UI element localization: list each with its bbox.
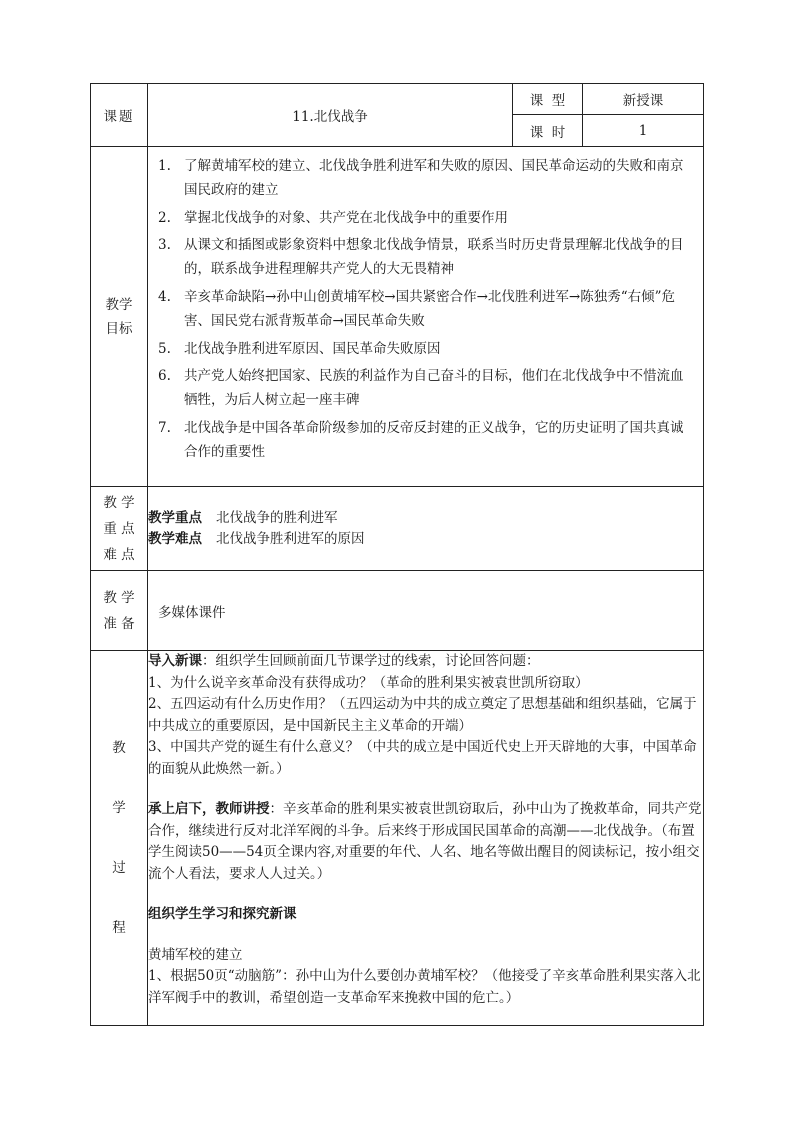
question-2: 2、五四运动有什么历史作用？（五四运动为中共的成立奠定了思想基础和组织基础，它属于中共成立的重要原因，是中国新民主主义革命的开端）	[148, 696, 697, 734]
preparation-text: 多媒体课件	[148, 571, 704, 651]
key-points-label: 教 学 重 点 难 点	[91, 487, 148, 571]
lesson-title: 11.北伐战争	[148, 84, 513, 147]
objectives-cell	[148, 147, 704, 487]
teaching-focus: 教学重点 北伐战争的胜利进军	[148, 509, 338, 526]
new-lesson-heading: 组织学生学习和探究新课	[148, 906, 297, 922]
whampoa-heading: 黄埔军校的建立	[148, 946, 243, 963]
objective-item: 5. 北伐战争胜利进军原因、国民革命失败原因	[158, 340, 441, 357]
process-label: 教 学 过 程	[91, 651, 148, 1026]
question-1: 1、为什么说辛亥革命没有获得成功？（革命的胜利果实被袁世凯所窃取）	[148, 674, 589, 691]
objectives-label	[91, 147, 148, 487]
lesson-type-label: 课 型	[513, 84, 583, 115]
objective-item: 7. 北伐战争是中国各革命阶级参加的反帝反封建的正义战争，它的历史证明了国共真诚合作的重要性	[158, 419, 684, 460]
transition-paragraph: 承上启下，教师讲授：辛亥革命的胜利果实被袁世凯窃取后，孙中山为了挽救革命，同共产党合作，继续进行反对北洋军阀的斗争。后来终于形成国民国革命的高潮——北伐战争。（布置学生阅读50——54页全课内容,对重要的年代、人名、地名等做出醒目的阅读标记，按小组交流个人看法，要求人人过关。）	[148, 801, 702, 882]
question-3: 3、中国共产党的诞生有什么意义？（中共的成立是中国近代史上开天辟地的大事，中国革命的面貌从此焕然一新。）	[148, 739, 697, 777]
objective-item: 4. 辛亥革命缺陷→孙中山创黄埔军校→国共紧密合作→北伐胜利进军→陈独秀“右倾”危害、国民党右派背叛革命→国民革命失败	[158, 288, 676, 329]
objective-item: 3. 从课文和插图或影象资料中想象北伐战争情景，联系当时历史背景理解北伐战争的目的，联系战争进程理解共产党人的大无畏精神	[158, 237, 684, 278]
topic-label: 课题	[91, 84, 148, 147]
objectives-label-line2: 目标	[105, 320, 133, 337]
objectives-label-line1: 教学	[105, 296, 133, 313]
process-cell	[148, 651, 704, 1026]
objective-item: 6. 共产党人始终把国家、民族的利益作为自己奋斗的目标，他们在北伐战争中不惜流血牺牲，为后人树立起一座丰碑	[158, 368, 684, 409]
preparation-label: 教 学 准 备	[91, 571, 148, 651]
lesson-plan-table	[90, 83, 704, 1026]
lesson-hours-value: 1	[583, 115, 704, 147]
teaching-difficulty: 教学难点 北伐战争胜利进军的原因	[148, 530, 365, 547]
objectives-list	[148, 147, 703, 477]
lesson-hours-label: 课 时	[513, 115, 583, 147]
question-4: 1、根据50页“动脑筋”：孙中山为什么要创办黄埔军校？（他接受了辛亥革命胜利果实落入北洋军阀手中的教训，希望创造一支革命军来挽救中国的危亡。）	[148, 968, 701, 1006]
key-points-cell	[148, 487, 704, 571]
lesson-type-value: 新授课	[583, 84, 704, 115]
intro-paragraph: 导入新课：组织学生回顾前面几节课学过的线索，讨论回答问题：	[148, 653, 540, 669]
objective-item: 1. 了解黄埔军校的建立、北伐战争胜利进军和失败的原因、国民革命运动的失败和南京国民政府的建立	[158, 158, 684, 198]
objective-item: 2. 掌握北伐战争的对象、共产党在北伐战争中的重要作用	[158, 209, 508, 226]
